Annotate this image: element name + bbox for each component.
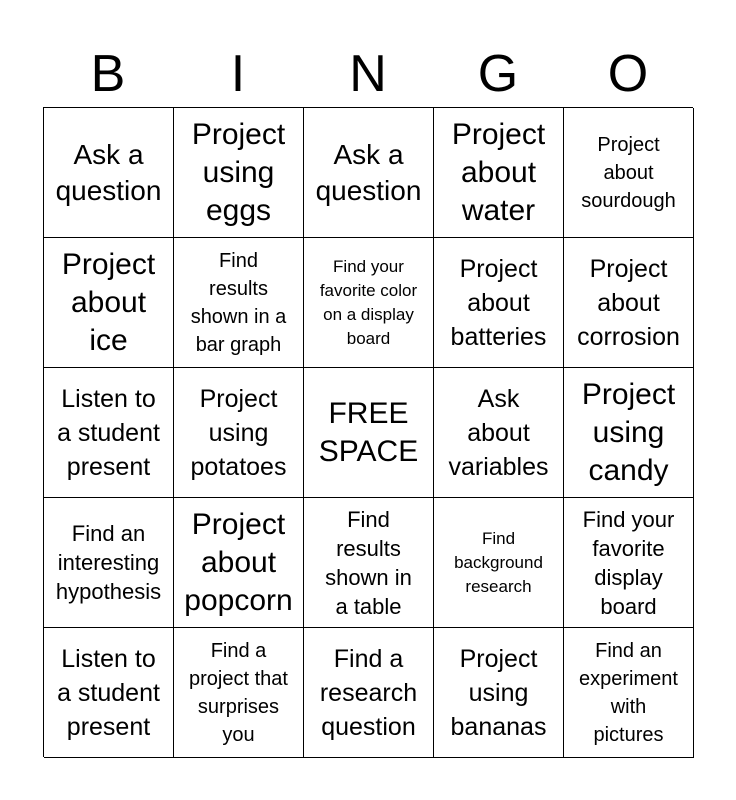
bingo-cell[interactable]: [564, 108, 694, 238]
bingo-cell[interactable]: [304, 498, 434, 628]
bingo-cell[interactable]: [174, 238, 304, 368]
header-letter-o: O: [607, 45, 649, 103]
cell-text: Project using candy: [581, 377, 676, 487]
cell-text: Project about batteries: [450, 254, 547, 351]
bingo-header: [43, 40, 693, 108]
cell-text: Project about corrosion: [577, 254, 680, 351]
bingo-cell[interactable]: [44, 628, 174, 758]
cell-text: Find an interesting hypothesis: [55, 521, 162, 604]
bingo-cell[interactable]: [564, 628, 694, 758]
cell-text: Project about ice: [61, 247, 156, 357]
bingo-cell[interactable]: [174, 498, 304, 628]
cell-text: Find background research: [454, 528, 543, 596]
bingo-board: [43, 107, 693, 757]
bingo-cell[interactable]: [564, 368, 694, 498]
cell-text: Find a research question: [319, 644, 418, 741]
free-space-cell[interactable]: [304, 368, 434, 498]
header-letter-b: B: [90, 45, 126, 103]
free-space-text: FREE SPACE: [318, 396, 419, 468]
cell-text: Find results shown in a table: [325, 506, 412, 619]
cell-text: Project about water: [451, 117, 546, 227]
cell-text: Listen to a student present: [57, 644, 160, 741]
bingo-cell[interactable]: [44, 498, 174, 628]
bingo-cell[interactable]: [44, 238, 174, 368]
bingo-cell[interactable]: [304, 108, 434, 238]
bingo-cell[interactable]: [44, 368, 174, 498]
bingo-cell[interactable]: [434, 628, 564, 758]
cell-text: Ask a question: [315, 138, 422, 206]
cell-text: Find a project that surprises you: [189, 639, 288, 746]
bingo-cell[interactable]: [434, 498, 564, 628]
cell-text: Find your favorite display board: [582, 506, 675, 619]
cell-text: Project about sourdough: [581, 133, 676, 212]
bingo-cell[interactable]: [434, 238, 564, 368]
bingo-cell[interactable]: [564, 498, 694, 628]
cell-text: Listen to a student present: [57, 384, 160, 481]
bingo-cell[interactable]: [174, 628, 304, 758]
cell-text: Find results shown in a bar graph: [190, 249, 287, 356]
bingo-cell[interactable]: [434, 108, 564, 238]
bingo-cell[interactable]: [304, 238, 434, 368]
cell-text: Find your favorite color on a display board: [319, 256, 418, 348]
header-letter-g: G: [477, 45, 519, 103]
cell-text: Project using eggs: [191, 117, 286, 227]
cell-text: Project using bananas: [450, 644, 547, 741]
cell-text: Project about popcorn: [184, 507, 293, 617]
header-letter-n: N: [349, 45, 387, 103]
cell-text: Find an experiment with pictures: [579, 639, 678, 746]
cell-text: Ask a question: [55, 138, 162, 206]
bingo-cell[interactable]: [44, 108, 174, 238]
cell-text: Project using potatoes: [190, 384, 287, 481]
bingo-cell[interactable]: [304, 628, 434, 758]
header-letter-i: I: [230, 45, 246, 103]
bingo-cell[interactable]: [174, 368, 304, 498]
cell-text: Ask about variables: [448, 384, 549, 481]
bingo-cell[interactable]: [434, 368, 564, 498]
bingo-cell[interactable]: [564, 238, 694, 368]
bingo-cell[interactable]: [174, 108, 304, 238]
